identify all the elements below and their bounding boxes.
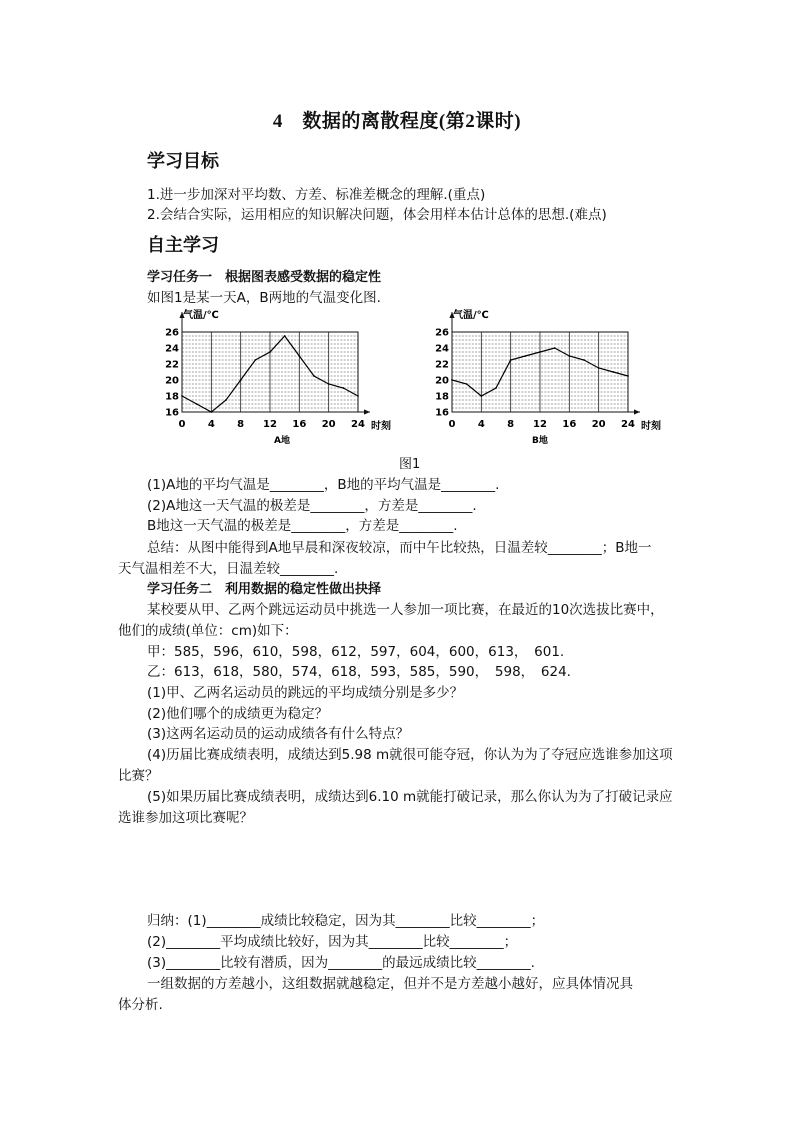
task2-question-5a: (5)如果历届比赛成绩表明，成绩达到6.10 m就能打破记录，那么你认为为了打破记录应	[147, 789, 673, 805]
data-point	[298, 355, 300, 357]
data-point	[357, 395, 359, 397]
chart-a-grid	[182, 332, 358, 412]
task2-question-3: (3)这两名运动员的运动成绩各有什么特点？	[147, 726, 410, 742]
task2-question-4a: (4)历届比赛成绩表明，成绩达到5.98 m就很可能夺冠，你认为为了夺冠应选谁参加这项	[147, 747, 673, 763]
x-tick-label: 20	[591, 419, 606, 430]
data-point	[524, 355, 526, 357]
task2-line-1: 某校要从甲、乙两个跳远运动员中挑选一人参加一项比赛，在最近的10次选拔比赛中，	[147, 602, 664, 618]
task1-question-1: (1)A地的平均气温是________，B地的平均气温是________.	[147, 477, 500, 493]
data-point	[598, 367, 600, 369]
x-tick-label: 8	[237, 419, 245, 430]
summary-line-4: 一组数据的方差越小，这组数据就越稳定，但并不是方差越小越好，应具体情况具	[147, 976, 633, 992]
x-axis-arrow	[364, 409, 370, 414]
task1-intro: 如图1是某一天A，B两地的气温变化图.	[147, 290, 381, 306]
task2-scores-jia: 甲：585，596，610，598，612，597，604，600，613， 601.	[147, 644, 565, 660]
y-tick-label: 20	[435, 375, 449, 387]
summary-line-3: (3)________比较有潜质，因为________的最远成绩比较________.	[147, 955, 535, 971]
data-point	[269, 351, 271, 353]
chart-b-xlabel: 时刻	[641, 421, 661, 432]
x-tick-label: 20	[321, 419, 336, 430]
summary-line-1: 归纳：(1)________成绩比较稳定，因为其________比较________；	[147, 913, 545, 929]
y-tick-label: 24	[435, 343, 449, 355]
y-tick-label: 22	[435, 359, 449, 371]
data-point	[225, 399, 227, 401]
chart-b	[420, 306, 670, 448]
x-tick-label: 4	[477, 419, 485, 430]
chart-b-axes	[449, 312, 640, 415]
data-point	[451, 379, 453, 381]
data-point	[240, 379, 242, 381]
data-point	[284, 335, 286, 337]
x-tick-label: 8	[507, 419, 515, 430]
task1-summary-2: 天气温相差不大，日温差较________.	[118, 561, 339, 577]
chart-b-grid	[452, 332, 628, 412]
data-point	[196, 403, 198, 405]
task2-question-4b: 比赛？	[118, 768, 159, 784]
chart-a-ylabel: 气温/℃	[183, 310, 219, 321]
x-tick-label: 4	[207, 419, 215, 430]
data-point	[210, 411, 212, 413]
y-tick-label: 26	[165, 327, 179, 339]
page-title: 4 数据的离散程度(第2课时)	[272, 111, 522, 132]
task2-line-2: 他们的成绩(单位：cm)如下：	[118, 623, 298, 639]
data-point	[627, 375, 629, 377]
data-point	[466, 383, 468, 385]
data-point	[181, 395, 183, 397]
y-tick-label: 22	[165, 359, 179, 371]
task1-question-2b: B地这一天气温的极差是________，方差是________.	[147, 518, 458, 534]
data-point	[568, 355, 570, 357]
goal-item-2: 2.会结合实际，运用相应的知识解决问题，体会用样本估计总体的思想.(难点)	[147, 207, 607, 223]
task2-question-2: (2)他们哪个的成绩更为稳定？	[147, 706, 329, 722]
task2-question-1: (1)甲、乙两名运动员的跳远的平均成绩分别是多少？	[147, 685, 464, 701]
chart-a-caption: A地	[274, 436, 290, 446]
goal-item-1: 1.进一步加深对平均数、方差、标准差概念的理解.(重点)	[147, 187, 486, 203]
figure-caption: 图1	[399, 457, 421, 472]
task1-title: 学习任务一 根据图表感受数据的稳定性	[147, 270, 382, 285]
y-tick-label: 18	[435, 391, 449, 403]
task1-question-2a: (2)A地这一天气温的极差是________，方差是________.	[147, 498, 477, 514]
chart-b-ticks	[435, 328, 635, 431]
data-point	[342, 387, 344, 389]
x-tick-label: 16	[562, 419, 577, 430]
chart-a-xlabel: 时刻	[371, 421, 391, 432]
data-point	[554, 347, 556, 349]
y-tick-label: 20	[165, 375, 179, 387]
data-point	[539, 351, 541, 353]
y-tick-label: 16	[165, 407, 179, 419]
x-tick-label: 24	[351, 419, 365, 430]
task1-summary-1: 总结：从图中能得到A地早晨和深夜较凉，而中午比较热，日温差较________；B地一	[147, 540, 652, 556]
y-tick-label: 24	[165, 343, 179, 355]
chart-a-ticks	[165, 328, 365, 431]
x-tick-label: 12	[533, 419, 547, 430]
data-point	[313, 375, 315, 377]
x-tick-label: 16	[292, 419, 307, 430]
x-tick-label: 12	[263, 419, 277, 430]
goals-heading: 学习目标	[147, 151, 219, 172]
data-point	[495, 387, 497, 389]
x-axis-arrow	[634, 409, 640, 414]
data-point	[583, 359, 585, 361]
x-tick-label: 0	[178, 419, 186, 430]
self-study-heading: 自主学习	[147, 235, 219, 256]
chart-b-ylabel: 气温/℃	[453, 310, 489, 321]
x-tick-label: 0	[448, 419, 456, 430]
task2-question-5b: 选谁参加这项比赛呢？	[118, 810, 253, 826]
data-point	[254, 359, 256, 361]
task2-title: 学习任务二 利用数据的稳定性做出抉择	[147, 582, 382, 597]
y-tick-label: 16	[435, 407, 449, 419]
y-tick-label: 18	[165, 391, 179, 403]
chart-a	[150, 306, 400, 448]
y-tick-label: 26	[435, 327, 449, 339]
task2-scores-yi: 乙：613，618，580，574，618，593，585，590， 598， 624.	[147, 664, 571, 680]
data-point	[328, 383, 330, 385]
chart-a-axes	[179, 312, 370, 415]
summary-line-2: (2)________平均成绩比较好，因为其________比较________；	[147, 934, 518, 950]
data-point	[612, 371, 614, 373]
chart-b-caption: B地	[532, 436, 548, 446]
data-point	[480, 395, 482, 397]
data-point	[510, 359, 512, 361]
x-tick-label: 24	[621, 419, 635, 430]
summary-line-5: 体分析.	[118, 997, 163, 1013]
